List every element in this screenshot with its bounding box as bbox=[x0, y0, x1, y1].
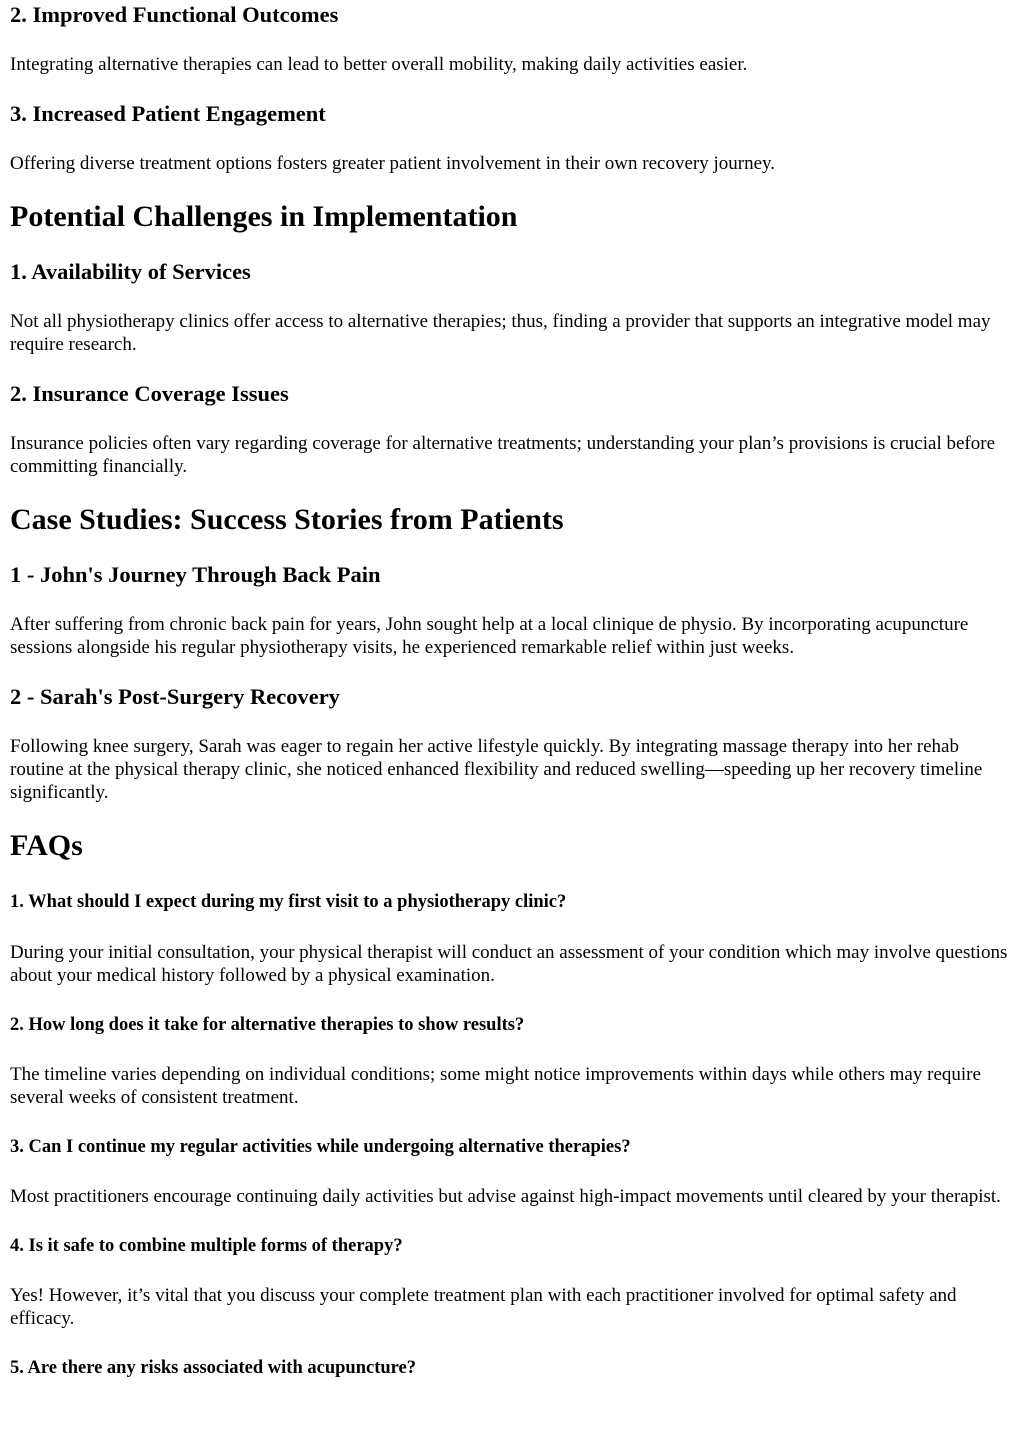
faq-answer: Yes! However, it’s vital that you discuss your complete treatment plan with each practitioner involved for optimal safety and efficacy. bbox=[10, 1285, 957, 1329]
faq-answer: Most practitioners encourage continuing daily activities but advise against high-impact movements until cleared by your therapist. bbox=[10, 1186, 1001, 1207]
faq-question: 2. How long does it take for alternative therapies to show results? bbox=[10, 1015, 525, 1035]
faq-question: 1. What should I expect during my first visit to a physiotherapy clinic? bbox=[10, 892, 567, 912]
section-heading: 3. Increased Patient Engagement bbox=[10, 101, 326, 126]
paragraph: Insurance policies often vary regarding coverage for alternative treatments; understanding your plan’s provisions is crucial before committing financially. bbox=[10, 433, 996, 477]
faq-question: 5. Are there any risks associated with acupuncture? bbox=[10, 1358, 416, 1378]
faq-answer: During your initial consultation, your physical therapist will conduct an assessment of your condition which may involve questions about your medical history followed by a physical examination. bbox=[10, 942, 1008, 986]
paragraph: After suffering from chronic back pain for years, John sought help at a local clinique de physio. By incorporating acupuncture sessions alongside his regular physiotherapy visits, he experienced remarkable relief within just weeks. bbox=[10, 614, 969, 658]
paragraph: Offering diverse treatment options fosters greater patient involvement in their own recovery journey. bbox=[10, 153, 776, 174]
faq-question: 4. Is it safe to combine multiple forms of therapy? bbox=[10, 1236, 403, 1256]
section-heading: 2. Improved Functional Outcomes bbox=[10, 2, 339, 27]
faq-question: 3. Can I continue my regular activities while undergoing alternative therapies? bbox=[10, 1137, 631, 1157]
section-heading: 2. Insurance Coverage Issues bbox=[10, 381, 289, 406]
paragraph: Following knee surgery, Sarah was eager to regain her active lifestyle quickly. By integrating massage therapy into her rehab routine at the physical therapy clinic, she noticed enhanced flexibility and reduced swelling—speeding up her recovery timeline significantly. bbox=[10, 736, 983, 803]
section-title: Potential Challenges in Implementation bbox=[10, 200, 518, 233]
paragraph: Not all physiotherapy clinics offer access to alternative therapies; thus, finding a provider that supports an integrative model may require research. bbox=[10, 311, 991, 355]
faq-answer: The timeline varies depending on individual conditions; some might notice improvements within days while others may require several weeks of consistent treatment. bbox=[10, 1064, 981, 1108]
section-heading: 1 - John's Journey Through Back Pain bbox=[10, 562, 381, 587]
section-title: Case Studies: Success Stories from Patients bbox=[10, 503, 564, 536]
article-content bbox=[0, 2, 1024, 1379]
section-title: FAQs bbox=[10, 829, 83, 862]
section-heading: 2 - Sarah's Post-Surgery Recovery bbox=[10, 684, 340, 709]
section-heading: 1. Availability of Services bbox=[10, 259, 251, 284]
paragraph: Integrating alternative therapies can lead to better overall mobility, making daily activities easier. bbox=[10, 54, 748, 75]
